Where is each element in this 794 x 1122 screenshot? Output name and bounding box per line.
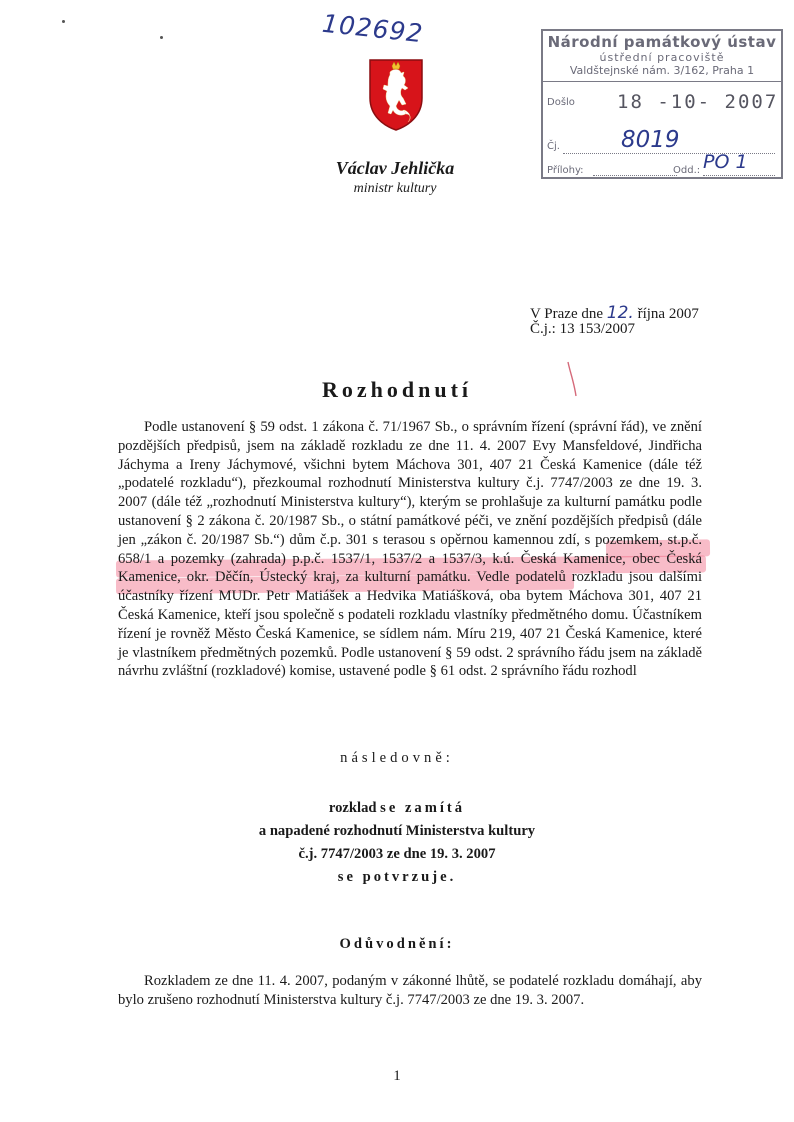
place-date-suffix: října 2007 bbox=[633, 306, 699, 322]
decision-line-4: se potvrzuje. bbox=[337, 869, 457, 885]
stamp-divider bbox=[543, 81, 781, 82]
paragraph-intro-part2: , okr. Děčín, Ústecký kraj, za kulturní památku. Vedle podatelů rozkladu jsou dalšími účastníky řízení MUDr. Petr Matiášek a Hedvika Matiášková, oba bytem Máchova 301, 407 21 Česká Kamenice, kteří jsou společně s podateli rozkladu vlastníky předmětného domu. Účastníkem řízení je rovněž Město Česká Kamenice, se sídlem nám. Míru 219, 407 21 Česká Kamenice, které je vlastníkem předmětných pozemků. Podle ustanovení § 59 odst. 2 správního řádu jsem na základě návrhu zvláštní (rozkladové) komise, ustavené podle § 61 odst. 2 správního řádu rozhodl bbox=[118, 569, 702, 680]
place-date bbox=[530, 303, 699, 323]
decision-line-3: č.j. 7747/2003 ze dne 19. 3. 2007 bbox=[298, 846, 496, 862]
stamp-ref-number: 8019 bbox=[621, 127, 680, 153]
stamp-dotted-line bbox=[703, 175, 775, 176]
document-title: Rozhodnutí bbox=[321, 377, 473, 402]
stamp-received-label: Došlo bbox=[547, 97, 575, 108]
scan-mark bbox=[160, 36, 163, 39]
stamp-department-value: PO 1 bbox=[703, 151, 748, 173]
page-number: 1 bbox=[393, 1068, 401, 1084]
reference-number: Č.j.: 13 153/2007 bbox=[530, 321, 636, 337]
czech-coat-of-arms-icon bbox=[368, 58, 424, 132]
stamp-department-label: Odd.: bbox=[673, 165, 701, 176]
decision-line-1 bbox=[0, 800, 794, 817]
paragraph-reasoning bbox=[118, 972, 702, 1010]
registration-number: 102692 bbox=[320, 8, 425, 49]
paragraph-reasoning-text: Rozkladem ze dne 11. 4. 2007, podaným v zákonné lhůtě, se podatelé rozkladu domáhají, aby bylo zrušeno rozhodnutí Ministerstva kultury č.j. 7747/2003 ze dne 19. 3. 2007. bbox=[118, 973, 702, 1008]
minister-title: ministr kultury bbox=[353, 181, 437, 196]
stamp-address: Valdštejnské nám. 3/162, Praha 1 bbox=[569, 64, 755, 77]
scan-mark bbox=[62, 20, 65, 23]
stamp-dotted-line bbox=[593, 175, 677, 176]
decision-line-1a: rozklad bbox=[328, 800, 377, 816]
minister-name: Václav Jehlička bbox=[335, 158, 455, 178]
paragraph-intro-part1: Podle ustanovení § 59 odst. 1 zákona č. 71/1967 Sb., o správním řízení (správní řád), ve znění pozdějších předpisů, jsem na základě rozkladu ze dne 11. 4. 2007 Evy Mansfeldové, Jindřicha Jáchyma a Ireny Jáchymové, všichni bytem Máchova 301, 407 21 Česká Kamenice (dále též „podatelé rozkladu“), přezkoumal rozhodnutí Ministerstva kultury č.j. 7747/2003 ze dne 19. 3. 2007 (dále též „rozhodnutí Ministerstva kultury“), kterým se prohlašuje za kulturní památku podle ustanovení § 2 zákona č. 20/1987 Sb., o státní památkové péči, ve znění pozdějších předpisů (dále jen „zákon č. 20/1987 Sb.“) bbox=[118, 419, 702, 548]
decision-line-1b: se zamítá bbox=[380, 800, 466, 816]
following-heading: následovně: bbox=[340, 750, 454, 766]
stamp-received-date: 18 -10- 2007 bbox=[617, 91, 779, 113]
paragraph-intro-highlighted: dům č.p. 301 s terasou s opěrnou kamennou zdí, s pozemkem, st.p.č. 658/1 a pozemky (zahrada) p.p.č. 1537/1, 1537/2 a 1537/3, k.ú. Česká Kamenice, obec Česká Kamenice bbox=[118, 531, 703, 586]
stamp-ref-label: Čj. bbox=[547, 141, 560, 152]
decision-line-2: a napadené rozhodnutí Ministerstva kultury bbox=[258, 823, 536, 839]
place-date-prefix: V Praze dne bbox=[530, 306, 607, 322]
stamp-organization: Národní památkový ústav bbox=[547, 33, 777, 51]
paragraph-intro bbox=[118, 418, 702, 681]
place-date-day: 12. bbox=[606, 303, 634, 323]
stamp-attachments-label: Přílohy: bbox=[547, 165, 584, 176]
stamp-department: ústřední pracoviště bbox=[599, 51, 725, 64]
reasoning-heading: Odůvodnění: bbox=[339, 936, 455, 952]
received-stamp bbox=[541, 29, 783, 179]
